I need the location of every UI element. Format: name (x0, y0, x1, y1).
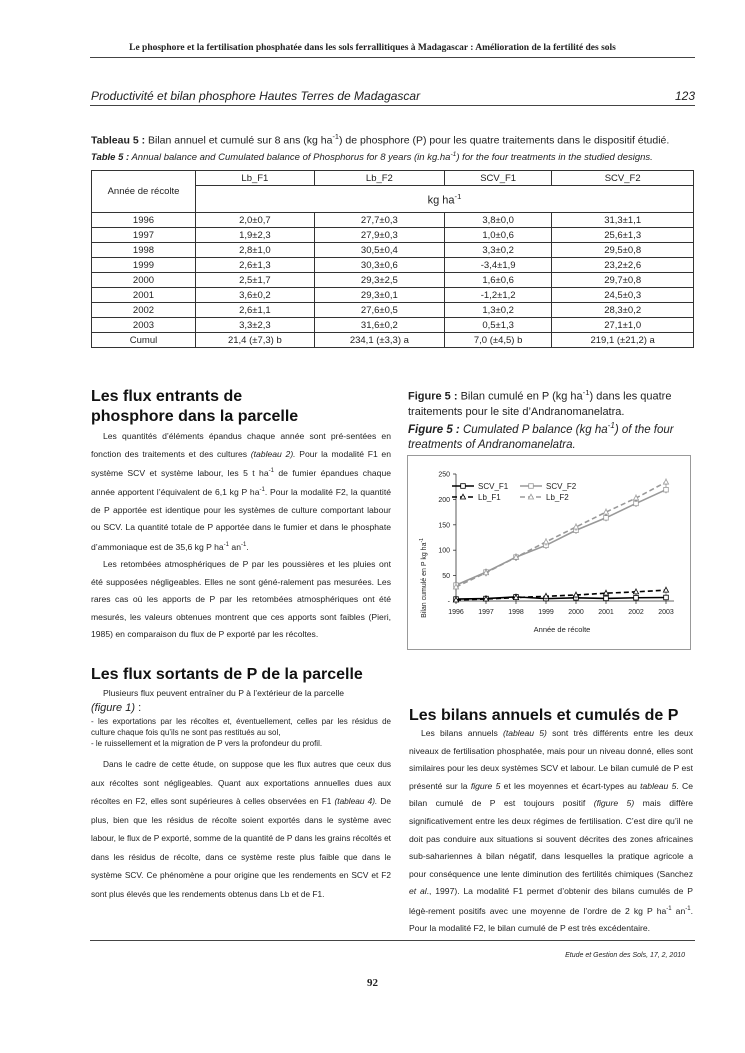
table-row (92, 243, 694, 258)
table-cell: 1,3±0,2 (444, 303, 551, 318)
chart-legend-item (520, 482, 577, 491)
table-cell: 27,6±0,5 (314, 303, 444, 318)
chart-point (529, 484, 534, 489)
table-cell: 29,3±2,5 (314, 273, 444, 288)
chart-point (634, 595, 639, 600)
chart-point (663, 479, 668, 484)
table-cell: 28,3±0,2 (552, 303, 694, 318)
table-caption-en: Table 5 : Annual balance and Cumulated balance of Phosphorus for 8 years (in $kg.ha^{-1}$) for the four treatments in the studied designs. (91, 151, 653, 164)
footer-journal: Etude et Gestion des Sols, 17, 2, 2010 (565, 952, 685, 959)
chart-x-tick-label: 2002 (628, 609, 644, 616)
table-cell: 2,6±1,3 (196, 258, 315, 273)
table-caption-fr: Tableau 5 : Bilan annuel et cumulé sur 8 ans (kg $ha^{-1}$) de phosphore (P) pour les quatre traitements dans le dispositif étudié. (91, 132, 670, 147)
table-cell: 29,3±0,1 (314, 288, 444, 303)
footer-rule (90, 940, 695, 941)
table-row (92, 273, 694, 288)
table-cell: Cumul (92, 333, 196, 348)
table-cell: 2003 (92, 318, 196, 333)
chart-y-tick-label: 250 (438, 471, 450, 479)
chart-legend-label: SCV_F2 (546, 482, 577, 491)
table-row (92, 318, 694, 333)
table-row (92, 258, 694, 273)
journal-title: Productivité et bilan phosphore Hautes Terres de Madagascar (91, 89, 421, 103)
table-cell: 27,9±0,3 (314, 228, 444, 243)
table-cell: 1998 (92, 243, 196, 258)
table-cell: 219,1 (±21,2) a (552, 333, 694, 348)
chart-x-tick-label: 1998 (508, 609, 524, 616)
table-cell: 1999 (92, 258, 196, 273)
table-cell: 23,2±2,6 (552, 258, 694, 273)
footer-page-number: 92 (367, 977, 378, 989)
figure-5-caption-en: Figure 5 : Cumulated P balance (kg $ha^{-1}$) of the four treatments of Andranomanelatra. (408, 421, 674, 451)
chart-y-tick-label: 200 (438, 496, 450, 504)
table-row (92, 288, 694, 303)
table-cell: 24,5±0,3 (552, 288, 694, 303)
table-cell: 29,5±0,8 (552, 243, 694, 258)
table-cell: -1,2±1,2 (444, 288, 551, 303)
table-cell: 2000 (92, 273, 196, 288)
chart-x-tick-label: 1996 (448, 609, 464, 616)
chart-y-axis-label: Bilan cumulé en P kg $ha^{-1}$ (419, 538, 428, 618)
chart-x-tick-label: 1997 (478, 609, 494, 616)
table-cell: 1996 (92, 213, 196, 228)
section-balances-text: Les bilans annuels (tableau 5) sont très différents entre les deux niveaux de fertilisation phosphatée, mais pour un niveau donné, elles sont similaires pour les deux systèmes SCV et labour. Le bilan cumulé de P est présenté sur la figure 5 et les moyennes et écart-types au tableau 5. Ce bilan cumulé de P est toujours positif (figure 5) mais diffère significativement entre les deux régimes de fertilisation. C’est dire qu’il ne doit pas conduire aux situations si souvent décrites des zones africaines sub-sahariennes à bilan négatif, dans lesquelles la pratique agricole a pour conséquence une lente diminution des fertilités chimiques (Sanchez et al., 1997). La modalité F1 permet d’obtenir des bilans cumulés de P légè-rement positifs avec une moyenne de l’ordre de 2 kg P $ha^{-1}$ $an^{-1}$. Pour la modalité F2, le bilan cumulé de P est très excédentaire. (409, 728, 694, 934)
chart-legend-item (452, 493, 501, 502)
chart-point (604, 596, 609, 601)
table-cell: 1,9±2,3 (196, 228, 315, 243)
table-cell: 30,3±0,6 (314, 258, 444, 273)
header-rule (90, 57, 695, 58)
table-cell: 3,3±2,3 (196, 318, 315, 333)
table-cell: 2,8±1,0 (196, 243, 315, 258)
table-col-header: Lb_F1 (196, 171, 315, 186)
table-cell: 31,6±0,2 (314, 318, 444, 333)
table-col-header: SCV_F1 (444, 171, 551, 186)
table-cell: 0,5±1,3 (444, 318, 551, 333)
table-cell: 29,7±0,8 (552, 273, 694, 288)
chart-legend-label: SCV_F1 (478, 482, 509, 491)
table-col-header: SCV_F2 (552, 171, 694, 186)
table-cell: 2,5±1,7 (196, 273, 315, 288)
chart-point (461, 484, 466, 489)
figure-5-caption-fr: Figure 5 : Bilan cumulé en P (kg $ha^{-1}$) dans les quatre traitements pour le site d’Andranomanelatra. (408, 388, 672, 418)
section-outputs-text: Dans le cadre de cette étude, on suppose que les flux autres que ceux dus aux récoltes sont négligeables. Quant aux exportations annuelles dues aux récoltes en F2, elles sont supérieures à celles observées en F1 (tableau 4). De plus, bien que les résidus de récolte soient exportés dans le système avec labour, le flux de P exporté, somme de la quantité de P dans les grains récoltés et dans les résidus de récolte, dans ce système reste plus faible que dans le système SCV. Ce phénomène a pour origine que les rendements en SCV et F2 sont plus élevés que les rendements obtenus dans Lb et de F1. (91, 759, 391, 899)
running-header: Le phosphore et la fertilisation phosphatée dans les sols ferrallitiques à Madagascar : Amélioration de la fertilité des sols (129, 43, 616, 53)
table-row (92, 228, 694, 243)
table-cell: 1,6±0,6 (444, 273, 551, 288)
table-row (92, 213, 694, 228)
chart-svg (408, 456, 690, 649)
table-cell: 3,3±0,2 (444, 243, 551, 258)
table-cell: 2001 (92, 288, 196, 303)
section-inputs-text: Les quantités d’éléments épandus chaque année sont pré-sentées en fonction des traitements et des cultures (tableau 2). Pour la modalité F1 en système SCV et système labour, les 5 t $ha^{-1}$ de fumier épandues chaque année apportent l’équivalent de 6,1 kg P $ha^{-1}$. Pour la modalité F2, la quantité de P apportée est identique pour les systèmes de culture comportant labour ou SCV. La quantité totale de P apportée dans le fumier et dans le phosphate d’ammoniaque est de 35,6 kg P $ha^{-1}$ $an^{-1}$. Les retombées atmosphériques de P par les poussières et les pluies ont été supposées négligeables. Elles ne sont géné-ralement pas mesurées. Les rares cas où les apports de P par les retombées atmosphériques ont été mesurés, les valeurs obtenues montrent que ces apports sont faibles (Pieri, 1985) en comparaison du flux de P exporté par les récoltes. (91, 431, 392, 640)
header-rule-2 (90, 105, 695, 106)
table-cell: 27,7±0,3 (314, 213, 444, 228)
table-row (92, 303, 694, 318)
table-cell: 2,0±0,7 (196, 213, 315, 228)
table-cell: 3,6±0,2 (196, 288, 315, 303)
chart-point (573, 524, 578, 529)
table-cell: 2002 (92, 303, 196, 318)
chart-y-tick-label: 150 (438, 522, 450, 530)
table-cell: 1997 (92, 228, 196, 243)
section-outputs-intro: Plusieurs flux peuvent entraîner du P à l’extérieur de la parcelle (figure 1) : - les exportations par les récoltes et, éventuellement, celles par les résidus de culture chaque fois qu’ils ne sont pas restitués au sol, - le ruissellement et la migration de P vers la profondeur du profil. (91, 688, 391, 748)
chart-x-tick-label: 1999 (538, 609, 554, 616)
chart-point (604, 515, 609, 520)
chart-y-tick-label: 50 (442, 573, 450, 581)
table-cell: 3,8±0,0 (444, 213, 551, 228)
table-cell: 27,1±1,0 (552, 318, 694, 333)
chart-legend-label: Lb_F2 (546, 493, 569, 502)
chart-point (664, 595, 669, 600)
table-5 (91, 170, 694, 348)
chart-x-axis-label: Année de récolte (533, 625, 591, 634)
table-cell: 1,0±0,6 (444, 228, 551, 243)
table-cell: 7,0 (±4,5) b (444, 333, 551, 348)
table-unit: kg $ha^{-1}$ (196, 186, 694, 213)
section-title-outputs: Les flux sortants de P de la parcelle (91, 666, 363, 683)
table-cell: -3,4±1,9 (444, 258, 551, 273)
chart-legend-item (452, 482, 509, 491)
chart-point (664, 487, 669, 492)
page-number-top: 123 (674, 89, 695, 103)
table-cell: 25,6±1,3 (552, 228, 694, 243)
chart-point (543, 539, 548, 544)
chart-x-tick-label: 2000 (568, 609, 584, 616)
chart-legend-item (520, 493, 569, 502)
table-col-header: Lb_F2 (314, 171, 444, 186)
figure-5-chart (407, 455, 691, 650)
chart-y-tick-label: 100 (438, 547, 450, 555)
chart-x-tick-label: 2001 (598, 609, 614, 616)
section-title-inputs: Les flux entrants de phosphore dans la parcelle (91, 388, 299, 425)
table-cell: 234,1 (±3,3) a (314, 333, 444, 348)
table-cell: 21,4 (±7,3) b (196, 333, 315, 348)
table-row (92, 333, 694, 348)
table-cell: 31,3±1,1 (552, 213, 694, 228)
chart-legend-label: Lb_F1 (478, 493, 501, 502)
chart-point (634, 501, 639, 506)
chart-x-tick-label: 2003 (658, 609, 674, 616)
table-row-header: Année de récolte (92, 171, 196, 213)
chart-y-tick-label: - (447, 598, 450, 606)
table-cell: 2,6±1,1 (196, 303, 315, 318)
section-title-balances: Les bilans annuels et cumulés de P (409, 707, 679, 724)
table-cell: 30,5±0,4 (314, 243, 444, 258)
